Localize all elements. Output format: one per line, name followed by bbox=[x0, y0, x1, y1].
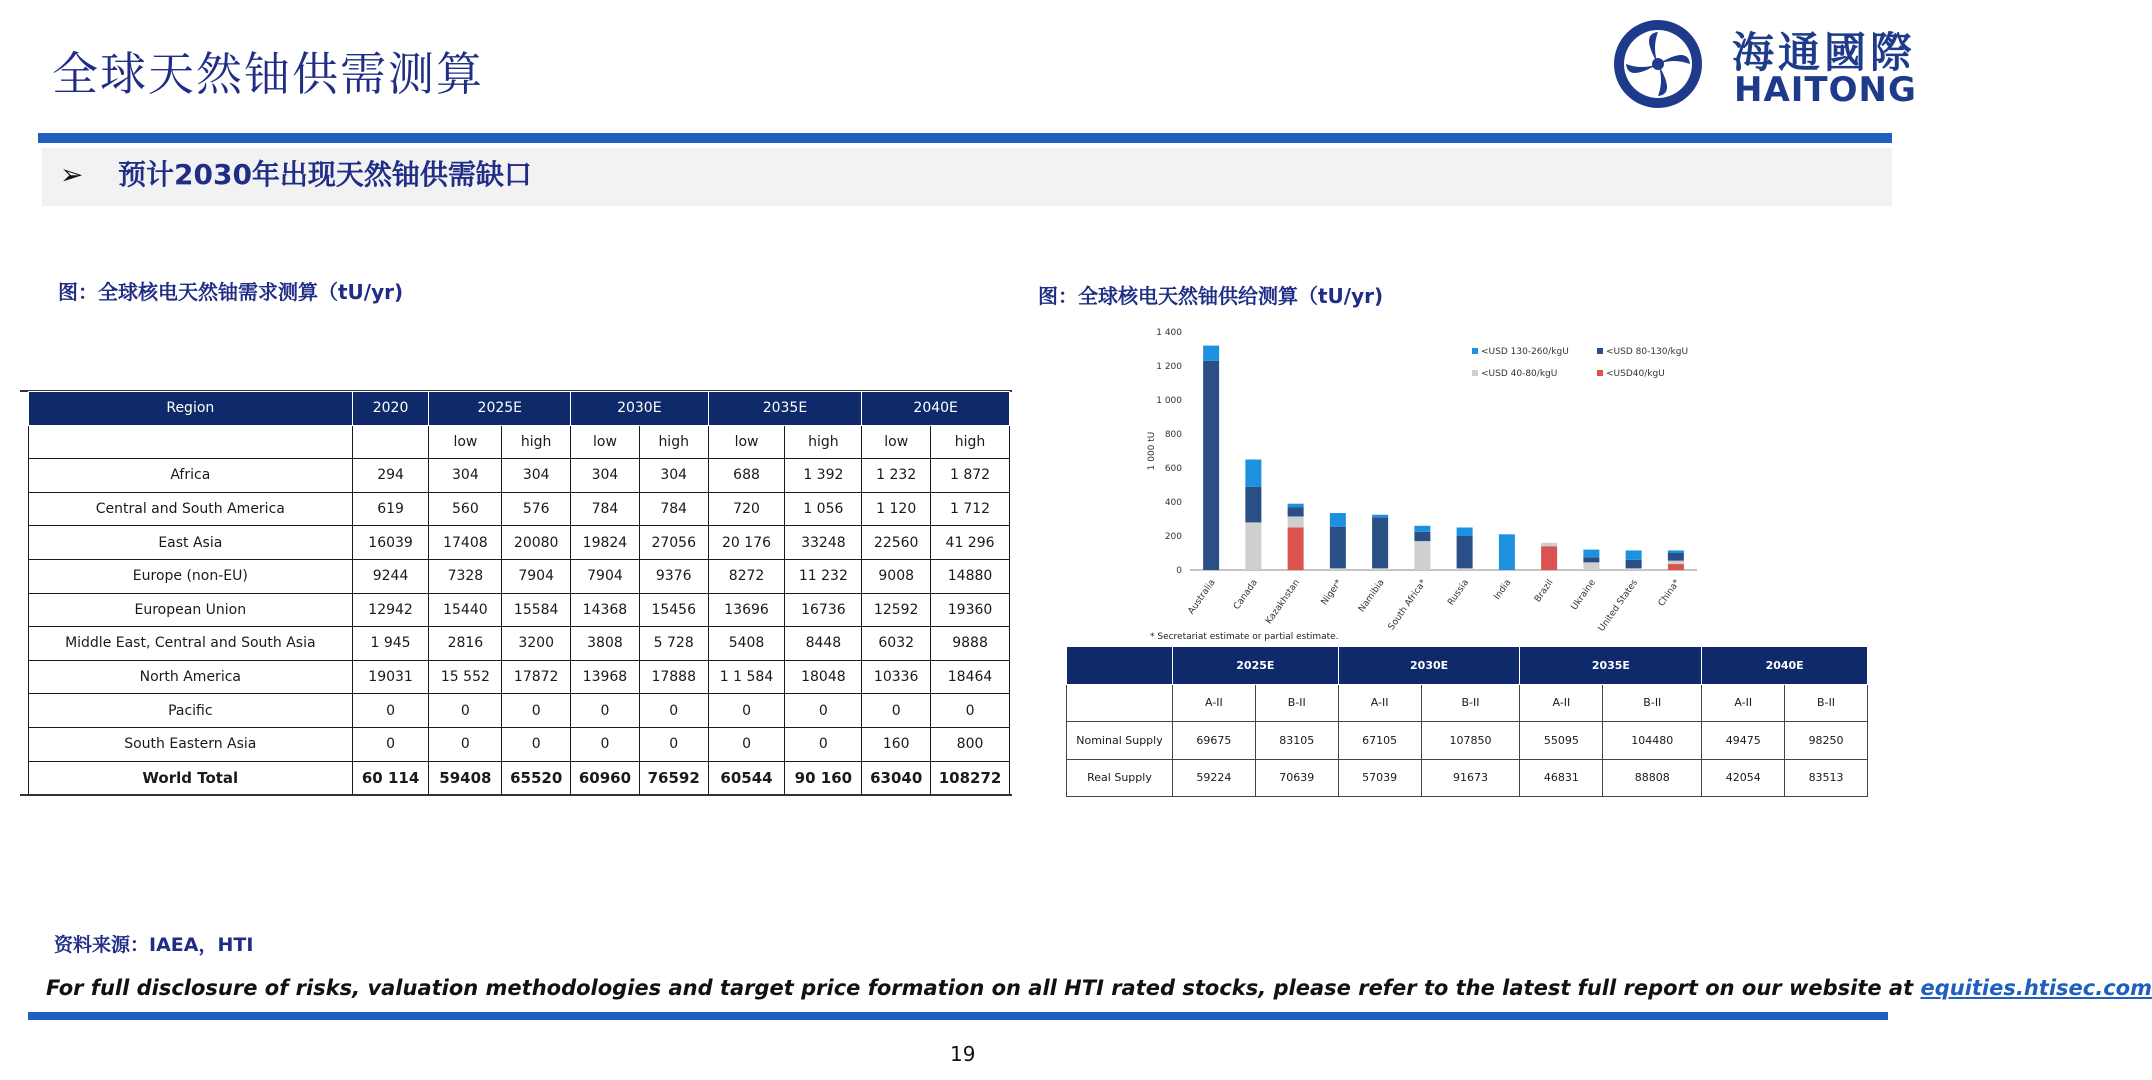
value-cell: low bbox=[571, 425, 640, 459]
scenario-cell: A-II bbox=[1702, 684, 1785, 722]
y-tick-label: 1 400 bbox=[1156, 328, 1182, 338]
table-row bbox=[29, 492, 1010, 526]
value-cell: 1 232 bbox=[862, 459, 931, 493]
scenario-cell: A-II bbox=[1338, 684, 1421, 722]
value-cell: 5 728 bbox=[639, 627, 708, 661]
bottom-divider bbox=[28, 1012, 1888, 1020]
header-cell: 2030E bbox=[1338, 647, 1520, 685]
chart-footnote: * Secretariat estimate or partial estimate. bbox=[1150, 632, 1339, 642]
value-cell: 720 bbox=[708, 492, 785, 526]
value-cell: 18048 bbox=[785, 660, 862, 694]
value-cell: 59408 bbox=[429, 761, 502, 795]
value-cell: 60544 bbox=[708, 761, 785, 795]
value-cell: 0 bbox=[785, 694, 862, 728]
region-cell: Africa bbox=[29, 459, 353, 493]
bar-segment bbox=[1330, 527, 1346, 569]
value-cell: 13968 bbox=[571, 660, 640, 694]
value-cell: 0 bbox=[571, 727, 640, 761]
value-cell: 41 296 bbox=[931, 526, 1010, 560]
header-cell: Region bbox=[29, 392, 353, 426]
value-cell: 83105 bbox=[1255, 722, 1338, 760]
region-cell: Pacific bbox=[29, 694, 353, 728]
value-cell: 1 392 bbox=[785, 459, 862, 493]
value-cell: 1 120 bbox=[862, 492, 931, 526]
value-cell: 0 bbox=[429, 694, 502, 728]
bar-segment bbox=[1457, 528, 1473, 537]
value-cell: 16039 bbox=[352, 526, 429, 560]
supply-subheader-row bbox=[1067, 684, 1868, 722]
y-tick-label: 600 bbox=[1164, 464, 1182, 474]
value-cell: 76592 bbox=[639, 761, 708, 795]
scenario-cell: B-II bbox=[1785, 684, 1868, 722]
value-cell: 0 bbox=[639, 694, 708, 728]
bar-segment bbox=[1288, 504, 1304, 507]
table-row bbox=[29, 727, 1010, 761]
value-cell: 304 bbox=[571, 459, 640, 493]
value-cell: 19360 bbox=[931, 593, 1010, 627]
value-cell: 1 945 bbox=[352, 627, 429, 661]
supply-table bbox=[1066, 646, 1868, 797]
value-cell: high bbox=[785, 425, 862, 459]
page-number: 19 bbox=[950, 1042, 976, 1066]
legend-label: <USD 130-260/kgU bbox=[1481, 347, 1569, 357]
value-cell: high bbox=[502, 425, 571, 459]
bar-segment bbox=[1245, 522, 1261, 570]
bar-segment bbox=[1372, 517, 1388, 568]
legend-swatch bbox=[1472, 348, 1478, 354]
value-cell: 8272 bbox=[708, 559, 785, 593]
demand-header-row bbox=[29, 392, 1010, 426]
value-cell: 46831 bbox=[1520, 759, 1603, 797]
value-cell: 0 bbox=[785, 727, 862, 761]
value-cell: 19824 bbox=[571, 526, 640, 560]
x-tick-label: Namibia bbox=[1357, 577, 1387, 615]
region-cell: South Eastern Asia bbox=[29, 727, 353, 761]
value-cell: 304 bbox=[502, 459, 571, 493]
bar-segment bbox=[1583, 562, 1599, 570]
value-cell: 17408 bbox=[429, 526, 502, 560]
value-cell: 2816 bbox=[429, 627, 502, 661]
bar-segment bbox=[1288, 516, 1304, 527]
x-tick-label: Kazakhstan bbox=[1264, 577, 1303, 627]
supply-label-cell: Real Supply bbox=[1067, 759, 1173, 797]
value-cell: low bbox=[708, 425, 785, 459]
value-cell: 0 bbox=[708, 727, 785, 761]
bar-segment bbox=[1414, 526, 1430, 532]
value-cell: 9008 bbox=[862, 559, 931, 593]
legend-label: <USD 80-130/kgU bbox=[1606, 347, 1689, 357]
value-cell: 0 bbox=[429, 727, 502, 761]
supply-header-row bbox=[1067, 647, 1868, 685]
table-row bbox=[29, 459, 1010, 493]
value-cell: low bbox=[862, 425, 931, 459]
scenario-cell: A-II bbox=[1173, 684, 1256, 722]
x-tick-label: India bbox=[1492, 577, 1514, 602]
value-cell: 104480 bbox=[1603, 722, 1702, 760]
value-cell: 9244 bbox=[352, 559, 429, 593]
value-cell: 18464 bbox=[931, 660, 1010, 694]
value-cell: 0 bbox=[502, 694, 571, 728]
value-cell: 13696 bbox=[708, 593, 785, 627]
page-title: 全球天然铀供需测算 bbox=[52, 47, 484, 101]
x-tick-label: Niger* bbox=[1319, 577, 1345, 608]
value-cell: 0 bbox=[502, 727, 571, 761]
value-cell: 1 1 584 bbox=[708, 660, 785, 694]
value-cell: 15440 bbox=[429, 593, 502, 627]
header-cell: 2020 bbox=[352, 392, 429, 426]
region-cell: North America bbox=[29, 660, 353, 694]
scenario-cell: A-II bbox=[1520, 684, 1603, 722]
value-cell: 20080 bbox=[502, 526, 571, 560]
value-cell: 22560 bbox=[862, 526, 931, 560]
value-cell: 9376 bbox=[639, 559, 708, 593]
value-cell: 70639 bbox=[1255, 759, 1338, 797]
header-cell: 2025E bbox=[429, 392, 571, 426]
value-cell: 69675 bbox=[1173, 722, 1256, 760]
value-cell: 42054 bbox=[1702, 759, 1785, 797]
logo-chinese: 海通國際 bbox=[1732, 28, 1917, 77]
header-cell: 2035E bbox=[708, 392, 862, 426]
bar-segment bbox=[1203, 361, 1219, 570]
value-cell: 27056 bbox=[639, 526, 708, 560]
bar-segment bbox=[1372, 515, 1388, 518]
header-cell: 2040E bbox=[862, 392, 1010, 426]
value-cell: 294 bbox=[352, 459, 429, 493]
value-cell: 304 bbox=[429, 459, 502, 493]
bar-segment bbox=[1457, 536, 1473, 568]
bar-segment bbox=[1457, 568, 1473, 570]
header-cell: 2030E bbox=[571, 392, 709, 426]
bar-segment bbox=[1372, 568, 1388, 570]
value-cell: 17872 bbox=[502, 660, 571, 694]
bar-segment bbox=[1668, 561, 1684, 564]
region-cell: East Asia bbox=[29, 526, 353, 560]
value-cell: 33248 bbox=[785, 526, 862, 560]
bar-segment bbox=[1414, 541, 1430, 570]
x-tick-label: United States bbox=[1596, 577, 1641, 634]
value-cell: 3200 bbox=[502, 627, 571, 661]
scenario-cell: B-II bbox=[1255, 684, 1338, 722]
bar-segment bbox=[1330, 513, 1346, 527]
value-cell: 0 bbox=[571, 694, 640, 728]
y-tick-label: 200 bbox=[1164, 532, 1182, 542]
value-cell: 6032 bbox=[862, 627, 931, 661]
table-row bbox=[1067, 759, 1868, 797]
x-tick-label: Brazil bbox=[1532, 577, 1556, 605]
x-tick-label: Canada bbox=[1231, 577, 1260, 612]
y-tick-label: 1 200 bbox=[1156, 362, 1182, 372]
x-tick-label: China* bbox=[1656, 577, 1683, 609]
value-cell: 3808 bbox=[571, 627, 640, 661]
y-axis-label: 1 000 tU bbox=[1147, 431, 1157, 471]
value-cell: 107850 bbox=[1421, 722, 1520, 760]
y-tick-label: 800 bbox=[1164, 430, 1182, 440]
value-cell: 1 056 bbox=[785, 492, 862, 526]
bar-segment bbox=[1583, 550, 1599, 558]
value-cell: 19031 bbox=[352, 660, 429, 694]
region-cell: European Union bbox=[29, 593, 353, 627]
value-cell: 16736 bbox=[785, 593, 862, 627]
value-cell: 15456 bbox=[639, 593, 708, 627]
value-cell: low bbox=[429, 425, 502, 459]
value-cell: 98250 bbox=[1785, 722, 1868, 760]
bar-segment bbox=[1668, 564, 1684, 570]
value-cell: 83513 bbox=[1785, 759, 1868, 797]
value-cell: 619 bbox=[352, 492, 429, 526]
value-cell: 784 bbox=[571, 492, 640, 526]
header-cell: 2040E bbox=[1702, 647, 1868, 685]
value-cell: 7904 bbox=[571, 559, 640, 593]
value-cell: 12592 bbox=[862, 593, 931, 627]
bar-segment bbox=[1330, 568, 1346, 570]
value-cell: 1 872 bbox=[931, 459, 1010, 493]
value-cell: high bbox=[639, 425, 708, 459]
table-row bbox=[29, 694, 1010, 728]
bar-segment bbox=[1626, 550, 1642, 559]
value-cell: 11 232 bbox=[785, 559, 862, 593]
value-cell: 0 bbox=[352, 727, 429, 761]
table-row bbox=[29, 526, 1010, 560]
value-cell: 12942 bbox=[352, 593, 429, 627]
value-cell: high bbox=[931, 425, 1010, 459]
value-cell: 60960 bbox=[571, 761, 640, 795]
demand-caption: 图：全球核电天然铀需求测算（tU/yr) bbox=[58, 280, 404, 304]
bar-segment bbox=[1541, 546, 1557, 570]
legend-swatch bbox=[1597, 370, 1603, 376]
legend-swatch bbox=[1472, 370, 1478, 376]
blank-cell bbox=[1067, 684, 1173, 722]
value-cell: 8448 bbox=[785, 627, 862, 661]
value-cell: 108272 bbox=[931, 761, 1010, 795]
value-cell: 57039 bbox=[1338, 759, 1421, 797]
value-cell: 0 bbox=[352, 694, 429, 728]
value-cell: 20 176 bbox=[708, 526, 785, 560]
value-cell: 784 bbox=[639, 492, 708, 526]
value-cell: 55095 bbox=[1520, 722, 1603, 760]
bar-segment bbox=[1626, 568, 1642, 570]
value-cell: 576 bbox=[502, 492, 571, 526]
website-link[interactable]: equities.htisec.com bbox=[1920, 976, 2152, 1000]
value-cell: 0 bbox=[639, 727, 708, 761]
value-cell: 0 bbox=[931, 694, 1010, 728]
value-cell: 7328 bbox=[429, 559, 502, 593]
top-divider bbox=[38, 133, 1892, 143]
value-cell: 0 bbox=[862, 694, 931, 728]
bar-segment bbox=[1288, 507, 1304, 516]
value-cell: 800 bbox=[931, 727, 1010, 761]
demand-subheader-row bbox=[29, 425, 1010, 459]
x-tick-label: Russia bbox=[1446, 577, 1472, 608]
scenario-cell: B-II bbox=[1421, 684, 1520, 722]
header-cell bbox=[1067, 647, 1173, 685]
table-row bbox=[29, 660, 1010, 694]
disclaimer bbox=[46, 976, 2152, 1000]
bar-segment bbox=[1668, 553, 1684, 561]
value-cell: 15584 bbox=[502, 593, 571, 627]
bar-segment bbox=[1288, 528, 1304, 571]
value-cell: 0 bbox=[708, 694, 785, 728]
value-cell: 5408 bbox=[708, 627, 785, 661]
value-cell: 67105 bbox=[1338, 722, 1421, 760]
supply-caption: 图：全球核电天然铀供给测算（tU/yr) bbox=[1038, 284, 1384, 308]
table-row bbox=[29, 627, 1010, 661]
value-cell: 88808 bbox=[1603, 759, 1702, 797]
bar-segment bbox=[1245, 487, 1261, 523]
total-row bbox=[29, 761, 1010, 795]
logo-english: HAITONG bbox=[1734, 70, 1917, 110]
y-tick-label: 1 000 bbox=[1156, 396, 1182, 406]
disclaimer-text: For full disclosure of risks, valuation methodologies and target price formation on all HTI rated stocks, please refer to the latest full report on our website at bbox=[46, 976, 1921, 1000]
value-cell: 10336 bbox=[862, 660, 931, 694]
bar-segment bbox=[1203, 346, 1219, 361]
value-cell: 60 114 bbox=[352, 761, 429, 795]
bullet-arrow-icon: ➢ bbox=[60, 158, 84, 191]
value-cell: 15 552 bbox=[429, 660, 502, 694]
value-cell: 560 bbox=[429, 492, 502, 526]
value-cell: 304 bbox=[639, 459, 708, 493]
value-cell: 14368 bbox=[571, 593, 640, 627]
source-note: 资料来源：IAEA，HTI bbox=[54, 934, 254, 956]
value-cell: 17888 bbox=[639, 660, 708, 694]
bar-segment bbox=[1541, 543, 1557, 546]
value-cell: 1 712 bbox=[931, 492, 1010, 526]
table-row bbox=[29, 593, 1010, 627]
value-cell: 91673 bbox=[1421, 759, 1520, 797]
value-cell: 90 160 bbox=[785, 761, 862, 795]
value-cell: 7904 bbox=[502, 559, 571, 593]
legend-label: <USD 40-80/kgU bbox=[1481, 369, 1558, 379]
bar-segment bbox=[1414, 532, 1430, 541]
value-cell: 49475 bbox=[1702, 722, 1785, 760]
x-tick-label: Australia bbox=[1186, 577, 1218, 617]
y-tick-label: 400 bbox=[1164, 498, 1182, 508]
table-row bbox=[1067, 722, 1868, 760]
header-cell: 2035E bbox=[1520, 647, 1702, 685]
bar-segment bbox=[1499, 534, 1515, 570]
header-cell: 2025E bbox=[1173, 647, 1339, 685]
region-cell: Middle East, Central and South Asia bbox=[29, 627, 353, 661]
region-cell: Europe (non-EU) bbox=[29, 559, 353, 593]
table-rule bbox=[20, 794, 1012, 796]
legend-label: <USD40/kgU bbox=[1606, 369, 1665, 379]
y-tick-label: 0 bbox=[1176, 566, 1182, 576]
supply-chart bbox=[1142, 322, 1702, 640]
value-cell: 160 bbox=[862, 727, 931, 761]
region-cell: Central and South America bbox=[29, 492, 353, 526]
region-cell: World Total bbox=[29, 761, 353, 795]
x-tick-label: South Africa* bbox=[1386, 577, 1429, 633]
value-cell: 688 bbox=[708, 459, 785, 493]
region-cell bbox=[29, 425, 353, 459]
demand-table bbox=[28, 391, 1010, 795]
value-cell: 14880 bbox=[931, 559, 1010, 593]
value-cell: 65520 bbox=[502, 761, 571, 795]
table-row bbox=[29, 559, 1010, 593]
scenario-cell: B-II bbox=[1603, 684, 1702, 722]
subheading: 预计2030年出现天然铀供需缺口 bbox=[118, 158, 532, 191]
value-cell: 63040 bbox=[862, 761, 931, 795]
value-cell bbox=[352, 425, 429, 459]
bar-segment bbox=[1668, 550, 1684, 553]
legend-swatch bbox=[1597, 348, 1603, 354]
value-cell: 59224 bbox=[1173, 759, 1256, 797]
x-tick-label: Ukraine bbox=[1569, 577, 1598, 613]
value-cell: 9888 bbox=[931, 627, 1010, 661]
bar-segment bbox=[1626, 560, 1642, 569]
supply-label-cell: Nominal Supply bbox=[1067, 722, 1173, 760]
bar-segment bbox=[1245, 460, 1261, 487]
bar-segment bbox=[1583, 557, 1599, 562]
